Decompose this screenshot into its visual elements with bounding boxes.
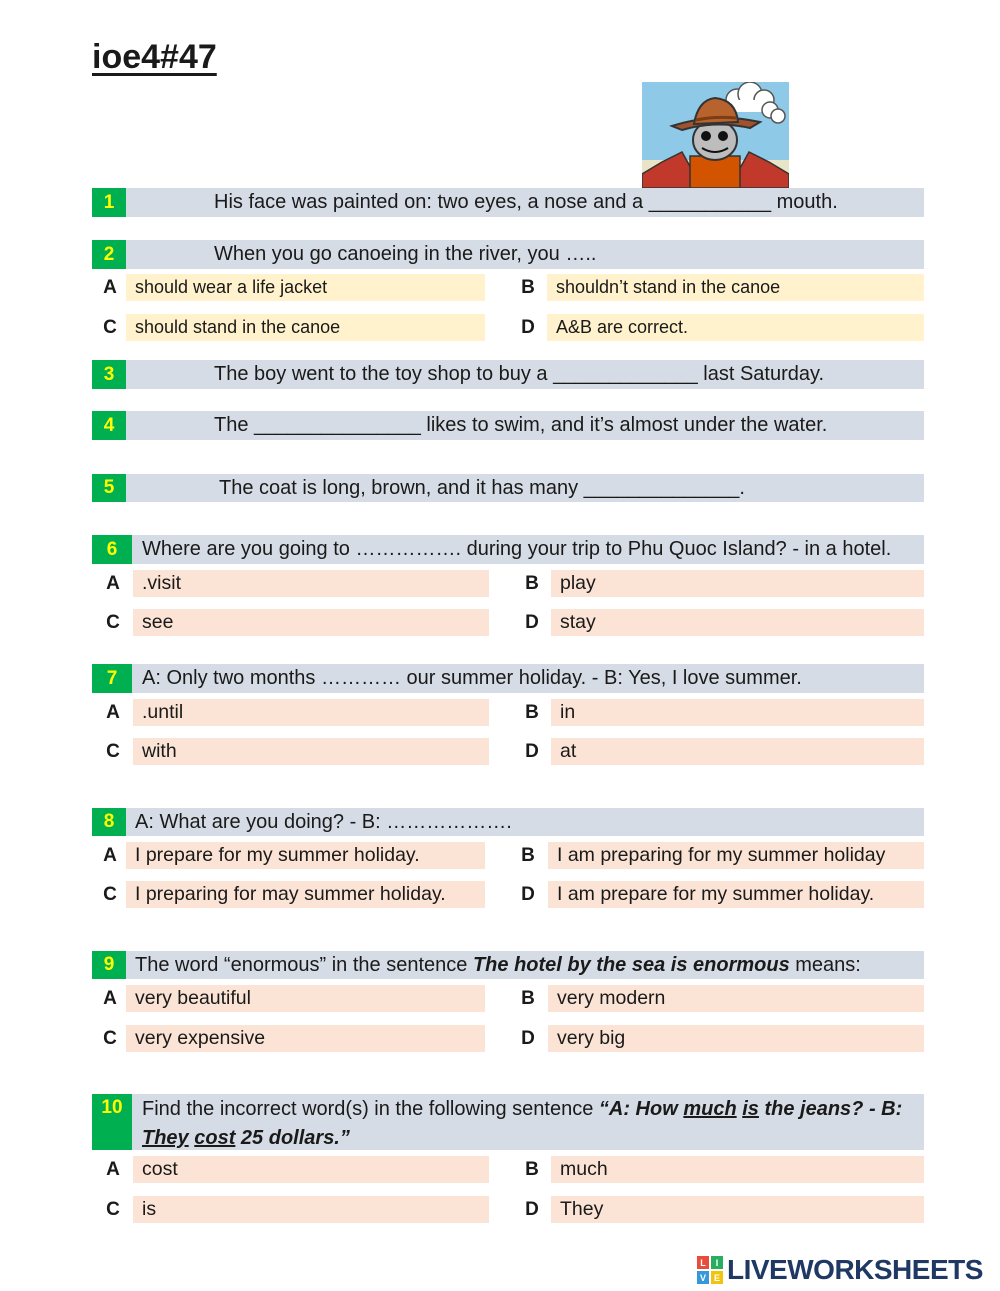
answer-option-a[interactable]: .until bbox=[133, 699, 489, 726]
question-text: A: What are you doing? - B: ………………. bbox=[135, 810, 512, 833]
answer-option-d[interactable]: stay bbox=[551, 609, 924, 636]
question-4 bbox=[92, 411, 924, 440]
question-number: 6 bbox=[92, 535, 132, 564]
option-letter: B bbox=[525, 573, 539, 594]
question-text: The coat is long, brown, and it has many ______________. bbox=[219, 476, 745, 499]
scarecrow-picture bbox=[642, 82, 789, 188]
answer-option-b[interactable]: much bbox=[551, 1156, 924, 1183]
option-letter: C bbox=[103, 884, 117, 905]
question-3 bbox=[92, 360, 924, 389]
option-letter: C bbox=[103, 317, 117, 338]
answer-option-d[interactable]: very big bbox=[548, 1025, 924, 1052]
option-letter: B bbox=[521, 845, 535, 866]
liveworksheets-logo bbox=[697, 1255, 983, 1285]
option-letter: B bbox=[525, 702, 539, 723]
underlined-word-they: They bbox=[142, 1127, 189, 1149]
question-number: 4 bbox=[92, 411, 126, 440]
answer-option-c[interactable]: see bbox=[133, 609, 489, 636]
question-8 bbox=[92, 808, 924, 836]
option-letter: D bbox=[525, 612, 539, 633]
logo-icon-letter: I bbox=[715, 1258, 719, 1268]
option-letter: D bbox=[521, 317, 535, 338]
question-text: When you go canoeing in the river, you ….. bbox=[214, 243, 597, 265]
question-number: 2 bbox=[92, 240, 126, 269]
logo-text: LIVEWORKSHEETS bbox=[727, 1254, 983, 1285]
answer-option-c[interactable]: very expensive bbox=[126, 1025, 485, 1052]
logo-icon bbox=[697, 1256, 723, 1284]
answer-option-a[interactable]: very beautiful bbox=[126, 985, 485, 1012]
option-letter: B bbox=[521, 988, 535, 1009]
option-letter: C bbox=[103, 1028, 117, 1049]
question-number: 5 bbox=[92, 474, 126, 502]
question-text: A: Only two months ………… our summer holiday. - B: Yes, I love summer. bbox=[142, 667, 802, 689]
question-2 bbox=[92, 240, 924, 269]
answer-option-b[interactable]: play bbox=[551, 570, 924, 597]
question-1 bbox=[92, 188, 924, 217]
underlined-word-much: much bbox=[683, 1098, 737, 1120]
option-letter: D bbox=[525, 1199, 539, 1220]
answer-option-c[interactable]: I preparing for may summer holiday. bbox=[126, 881, 485, 908]
quoted-sentence-part: 25 dollars.” bbox=[235, 1127, 350, 1149]
answer-option-d[interactable]: A&B are correct. bbox=[547, 314, 924, 341]
answer-option-a[interactable]: .visit bbox=[133, 570, 489, 597]
question-number: 10 bbox=[92, 1094, 132, 1150]
answer-option-d[interactable]: at bbox=[551, 738, 924, 765]
answer-option-a[interactable]: cost bbox=[133, 1156, 489, 1183]
option-letter: C bbox=[106, 612, 120, 633]
option-letter: D bbox=[521, 1028, 535, 1049]
answer-option-b[interactable]: I am preparing for my summer holiday bbox=[548, 842, 924, 869]
question-text-part: means: bbox=[789, 953, 861, 976]
answer-option-b[interactable]: in bbox=[551, 699, 924, 726]
logo-icon-letter: V bbox=[699, 1273, 707, 1283]
option-letter: C bbox=[106, 1199, 120, 1220]
quoted-sentence-part: the jeans? - B: bbox=[758, 1098, 908, 1120]
option-letter: B bbox=[525, 1159, 539, 1180]
underlined-word-is: is bbox=[742, 1098, 759, 1120]
option-letter: D bbox=[525, 741, 539, 762]
question-text-part: The word “enormous” in the sentence bbox=[135, 953, 473, 976]
question-text bbox=[135, 951, 861, 979]
answer-option-c[interactable]: should stand in the canoe bbox=[126, 314, 485, 341]
option-letter: A bbox=[106, 702, 120, 723]
question-9 bbox=[92, 951, 924, 979]
question-text: The _______________ likes to swim, and it’s almost under the water. bbox=[214, 414, 828, 436]
logo-icon-letter: E bbox=[713, 1273, 721, 1283]
question-number: 3 bbox=[92, 360, 126, 389]
question-text bbox=[142, 1094, 906, 1150]
question-number: 7 bbox=[92, 664, 132, 693]
question-6 bbox=[92, 535, 924, 564]
answer-option-a[interactable]: I prepare for my summer holiday. bbox=[126, 842, 485, 869]
question-10 bbox=[92, 1094, 924, 1150]
option-letter: B bbox=[521, 277, 535, 298]
answer-option-a[interactable]: should wear a life jacket bbox=[126, 274, 485, 301]
question-text: Where are you going to ……………. during your trip to Phu Quoc Island? - in a hotel. bbox=[142, 538, 892, 560]
option-letter: A bbox=[103, 845, 117, 866]
answer-option-d[interactable]: They bbox=[551, 1196, 924, 1223]
quoted-sentence-part: “A: How bbox=[598, 1098, 684, 1120]
answer-option-c[interactable]: with bbox=[133, 738, 489, 765]
question-7 bbox=[92, 664, 924, 693]
option-letter: A bbox=[103, 277, 117, 298]
question-text-part: Find the incorrect word(s) in the following sentence bbox=[142, 1098, 599, 1120]
quoted-sentence: The hotel by the sea is enormous bbox=[472, 953, 790, 976]
option-letter: C bbox=[106, 741, 120, 762]
logo-icon-letter: L bbox=[700, 1258, 706, 1268]
answer-option-d[interactable]: I am prepare for my summer holiday. bbox=[548, 881, 924, 908]
option-letter: A bbox=[103, 988, 117, 1009]
question-5 bbox=[92, 474, 924, 502]
option-letter: D bbox=[521, 884, 535, 905]
page-title: ioe4#47 bbox=[92, 38, 217, 76]
underlined-word-cost: cost bbox=[194, 1127, 236, 1149]
question-text: His face was painted on: two eyes, a nose and a ___________ mouth. bbox=[214, 191, 838, 213]
question-number: 8 bbox=[92, 808, 126, 836]
option-letter: A bbox=[106, 573, 120, 594]
question-text: The boy went to the toy shop to buy a _____________ last Saturday. bbox=[214, 363, 825, 385]
option-letter: A bbox=[106, 1159, 120, 1180]
answer-option-c[interactable]: is bbox=[133, 1196, 489, 1223]
question-number: 1 bbox=[92, 188, 126, 217]
answer-option-b[interactable]: shouldn’t stand in the canoe bbox=[547, 274, 924, 301]
question-number: 9 bbox=[92, 951, 126, 979]
answer-option-b[interactable]: very modern bbox=[548, 985, 924, 1012]
